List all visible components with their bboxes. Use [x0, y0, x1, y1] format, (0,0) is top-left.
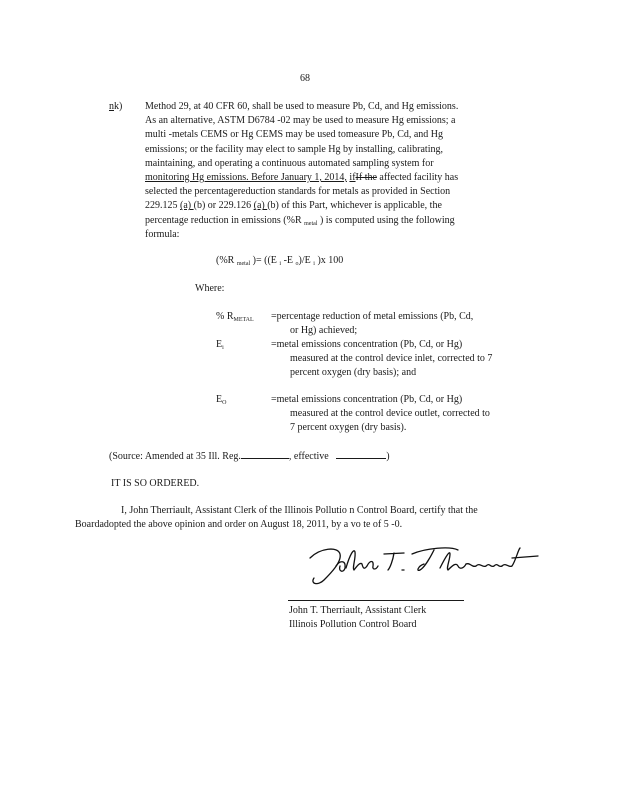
formula-subscript: i — [279, 261, 282, 267]
paragraph-line: emissions; or the facility may elect to sample Hg by installing, calibrating, — [145, 143, 443, 155]
term-text: % R — [216, 311, 234, 322]
definition-line: =metal emissions concentration (Pb, Cd, or Hg) — [271, 339, 463, 350]
definition-line: or Hg) achieved; — [290, 325, 358, 337]
definition-body — [271, 310, 473, 338]
definition-term — [216, 393, 226, 407]
source-text: ) — [386, 451, 390, 462]
term-subscript: METAL — [233, 317, 254, 323]
inserted-text: if — [349, 172, 356, 184]
definition-term — [216, 310, 254, 324]
subscript: metal — [304, 220, 318, 227]
signatory-organization: Illinois Pollution Control Board — [289, 619, 417, 631]
formula-text: )= ((E — [250, 255, 280, 266]
paragraph-text: percentage reduction in emissions (%R — [145, 214, 305, 226]
item-paragraph — [145, 100, 458, 242]
paragraph-text: (b) of this Part, whichever is applicable, the — [267, 200, 442, 212]
inserted-text: (a) — [180, 200, 194, 212]
definition-line: measured at the control device outlet, corrected to — [290, 408, 490, 420]
paragraph-text: ) is computed using the following — [317, 214, 455, 226]
definition-line: 7 percent oxygen (dry basis). — [290, 422, 407, 434]
item-label — [109, 100, 122, 114]
signature-graphic — [300, 540, 545, 590]
signature — [300, 540, 545, 590]
source-text: , effective — [288, 451, 329, 462]
definition-line: =percentage reduction of metal emissions (Pb, Cd, — [271, 311, 474, 322]
certification-line: I, John Therriault, Assistant Clerk of the Illinois Pollutio n Control Board, certify that the — [121, 505, 478, 516]
term-subscript: i — [222, 345, 224, 351]
formula-text: -E — [281, 255, 296, 266]
formula-text: )x 100 — [314, 255, 344, 266]
definition-body — [271, 393, 490, 436]
paragraph-line — [145, 171, 458, 185]
source-note — [109, 449, 390, 464]
definition-line: measured at the control device inlet, corrected to 7 — [290, 353, 493, 365]
signatory-block — [289, 604, 426, 632]
formula-text: (%R — [216, 255, 237, 266]
term-text: E — [216, 394, 223, 405]
certification-line: Boardadopted the above opinion and order on August 18, 2011, by a vo te of 5 -0. — [75, 519, 403, 531]
term-subscript: O — [222, 400, 227, 406]
definition-term — [216, 338, 224, 352]
page-number: 68 — [300, 73, 310, 84]
signatory-name: John T. Therriault, Assistant Clerk — [289, 605, 427, 616]
definition-body — [271, 338, 492, 381]
certification — [75, 504, 478, 532]
inserted-text: (a) — [253, 200, 268, 212]
paragraph-line: As an alternative, ASTM D6784 -02 may be used to measure Hg emissions; a — [145, 115, 456, 127]
item-label-prefix: n — [109, 101, 114, 112]
formula-subscript: metal — [236, 261, 251, 267]
paragraph-line: selected the percentagereduction standards for metals as provided in Section — [145, 186, 451, 198]
ordered-statement: IT IS SO ORDERED. — [111, 478, 200, 489]
paragraph-line: maintaining, and operating a continuous automated sampling system for — [145, 157, 434, 169]
signature-line — [288, 600, 464, 601]
paragraph-text: 229.125 — [145, 200, 180, 212]
paragraph-line: formula: — [145, 228, 180, 240]
formula-subscript: o — [295, 261, 299, 267]
paragraph-line: multi -metals CEMS or Hg CEMS may be used tomeasure Pb, Cd, and Hg — [145, 129, 444, 141]
definition-line: =metal emissions concentration (Pb, Cd, or Hg) — [271, 394, 463, 405]
paragraph-text: affected facility has — [376, 172, 459, 184]
formula — [216, 254, 343, 268]
item-label-suffix: k) — [114, 101, 123, 112]
formula-subscript: i — [313, 261, 315, 267]
paragraph-line: Method 29, at 40 CFR 60, shall be used to measure Pb, Cd, and Hg emissions. — [145, 101, 459, 112]
effective-date-blank — [336, 449, 386, 459]
definition-line: percent oxygen (dry basis); and — [290, 367, 417, 379]
register-blank — [241, 449, 289, 459]
paragraph-line — [145, 214, 458, 228]
inserted-text: monitoring Hg emissions. Before January 1, 2014, — [145, 172, 347, 184]
formula-text: )/E — [298, 255, 314, 266]
term-text: E — [216, 339, 223, 350]
source-text: (Source: Amended at 35 Ill. Reg. — [109, 451, 241, 462]
where-label: Where: — [195, 283, 225, 294]
paragraph-line — [145, 199, 458, 213]
deleted-text: If the — [355, 172, 377, 184]
paragraph-text: (b) or 229.126 — [193, 200, 254, 212]
